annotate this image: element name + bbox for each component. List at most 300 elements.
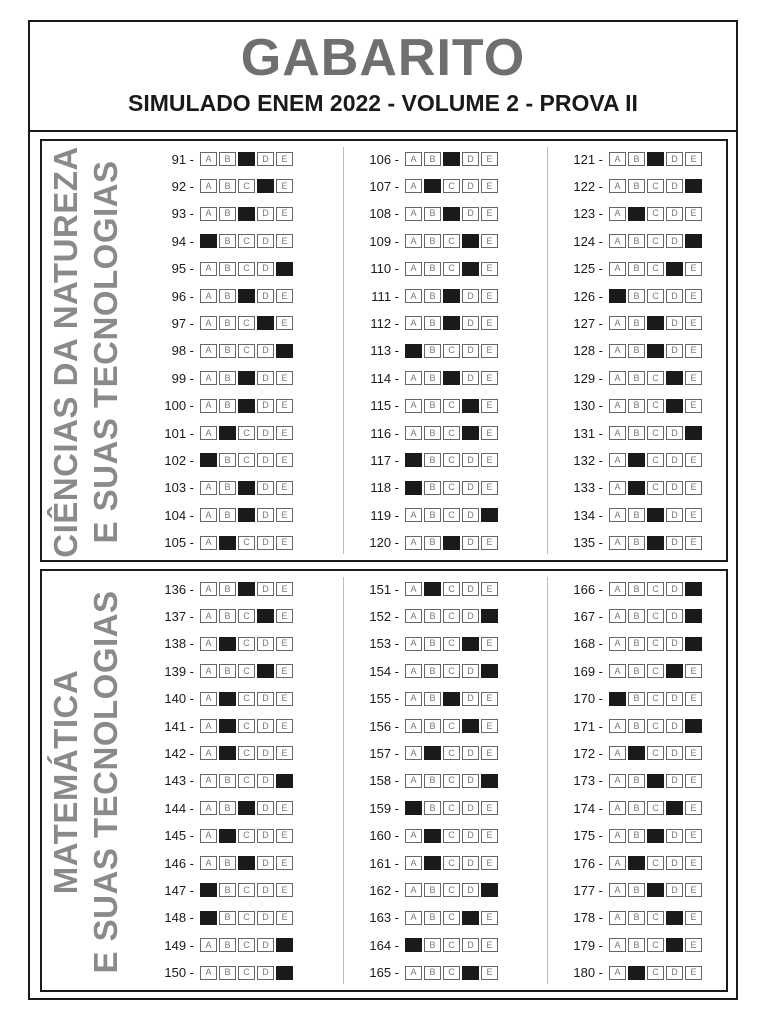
section-matematica xyxy=(40,569,728,992)
answer-bubble-filled xyxy=(405,344,422,358)
question-row xyxy=(561,771,704,791)
answer-bubble: E xyxy=(481,207,498,221)
question-number: 93 - xyxy=(171,206,194,222)
answer-bubble: D xyxy=(666,344,683,358)
question-row xyxy=(152,798,295,818)
answer-bubble: C xyxy=(647,938,664,952)
answer-bubble-filled xyxy=(238,152,255,166)
answer-bubble: D xyxy=(462,692,479,706)
question-number: 175 - xyxy=(573,828,603,844)
answer-bubble: B xyxy=(219,234,236,248)
answer-bubble: A xyxy=(200,536,217,550)
answer-bubble: A xyxy=(609,829,626,843)
answer-bubble: D xyxy=(257,152,274,166)
question-number: 173 - xyxy=(573,773,603,789)
answer-bubble: D xyxy=(666,883,683,897)
question-number: 180 - xyxy=(573,965,603,981)
answer-bubble: E xyxy=(276,692,293,706)
answer-bubble: E xyxy=(481,582,498,596)
answer-bubble: E xyxy=(481,856,498,870)
question-number: 136 - xyxy=(164,581,194,597)
answer-bubble: A xyxy=(405,829,422,843)
answer-bubble: E xyxy=(685,371,702,385)
answer-bubble-filled xyxy=(647,344,664,358)
question-number: 163 - xyxy=(369,910,399,926)
answer-bubble: A xyxy=(609,774,626,788)
answer-bubble: E xyxy=(276,883,293,897)
answer-bubble: A xyxy=(609,481,626,495)
answer-bubble: C xyxy=(443,719,460,733)
question-number: 100 - xyxy=(164,398,194,414)
question-row xyxy=(561,286,704,306)
answer-bubble: B xyxy=(628,426,645,440)
question-number: 101 - xyxy=(164,425,194,441)
answer-bubble: C xyxy=(647,966,664,980)
answer-bubble: E xyxy=(685,316,702,330)
question-row xyxy=(357,204,500,224)
answer-bubble: D xyxy=(462,883,479,897)
answer-bubble: A xyxy=(405,371,422,385)
question-number: 157 - xyxy=(369,745,399,761)
answer-bubble: D xyxy=(462,508,479,522)
answer-bubble: B xyxy=(424,426,441,440)
answer-bubble: E xyxy=(276,371,293,385)
answer-bubble: E xyxy=(276,801,293,815)
answer-bubble: B xyxy=(628,637,645,651)
answer-bubble: A xyxy=(609,719,626,733)
answer-bubble: A xyxy=(200,609,217,623)
answer-bubble: A xyxy=(200,829,217,843)
answer-bubble: C xyxy=(647,289,664,303)
answer-bubble-filled xyxy=(443,316,460,330)
answer-bubble: B xyxy=(219,262,236,276)
question-row xyxy=(357,313,500,333)
answer-bubble: C xyxy=(443,829,460,843)
question-row xyxy=(561,935,704,955)
answer-bubble-filled xyxy=(481,609,498,623)
answer-bubble: A xyxy=(609,801,626,815)
answer-bubble: A xyxy=(405,508,422,522)
question-number: 131 - xyxy=(573,425,603,441)
answer-bubble: D xyxy=(257,746,274,760)
section-label xyxy=(44,146,128,558)
answer-bubble: E xyxy=(685,856,702,870)
answer-bubble: A xyxy=(200,637,217,651)
answer-bubble-filled xyxy=(276,774,293,788)
answer-bubble: A xyxy=(405,289,422,303)
answer-bubble: C xyxy=(647,207,664,221)
question-number: 164 - xyxy=(369,937,399,953)
question-number: 115 - xyxy=(370,398,399,414)
answer-bubble: A xyxy=(609,371,626,385)
answer-bubble: B xyxy=(424,481,441,495)
question-number: 161 - xyxy=(369,855,399,871)
answer-bubble: A xyxy=(200,481,217,495)
answer-bubble: C xyxy=(238,316,255,330)
question-number: 108 - xyxy=(369,206,399,222)
answer-bubble: C xyxy=(443,801,460,815)
answer-bubble: D xyxy=(462,207,479,221)
question-number: 135 - xyxy=(573,535,603,551)
question-number: 159 - xyxy=(369,800,399,816)
answer-bubble: B xyxy=(424,966,441,980)
answer-bubble: A xyxy=(609,856,626,870)
answer-bubble-filled xyxy=(443,536,460,550)
question-number: 145 - xyxy=(164,828,194,844)
answer-bubble: E xyxy=(685,344,702,358)
answer-bubble: E xyxy=(481,536,498,550)
answer-bubble-filled xyxy=(481,664,498,678)
question-row xyxy=(152,450,295,470)
answer-bubble: D xyxy=(257,453,274,467)
answer-bubble: C xyxy=(443,938,460,952)
question-row xyxy=(152,935,295,955)
question-number: 104 - xyxy=(164,507,194,523)
answer-bubble: C xyxy=(647,481,664,495)
answer-bubble: E xyxy=(685,664,702,678)
answer-bubble: E xyxy=(481,371,498,385)
question-number: 144 - xyxy=(164,800,194,816)
answer-bubble: A xyxy=(609,609,626,623)
answer-bubble: B xyxy=(424,453,441,467)
answer-bubble: E xyxy=(481,234,498,248)
question-row xyxy=(357,533,500,553)
question-number: 91 - xyxy=(171,151,194,167)
answer-bubble: C xyxy=(443,262,460,276)
answer-bubble: E xyxy=(276,536,293,550)
answer-bubble-filled xyxy=(276,966,293,980)
answer-bubble-filled xyxy=(647,883,664,897)
answer-bubble: E xyxy=(276,911,293,925)
question-number: 138 - xyxy=(164,636,194,652)
answer-bubble: D xyxy=(462,664,479,678)
answer-bubble: B xyxy=(628,399,645,413)
answer-bubble: C xyxy=(647,856,664,870)
answer-bubble: A xyxy=(405,179,422,193)
answer-bubble: D xyxy=(462,746,479,760)
question-row xyxy=(561,368,704,388)
question-number: 132 - xyxy=(573,452,603,468)
question-number: 129 - xyxy=(573,370,603,386)
column-divider xyxy=(343,147,344,554)
answer-bubble: C xyxy=(647,637,664,651)
answer-bubble: D xyxy=(666,152,683,166)
answer-bubble: D xyxy=(257,856,274,870)
answer-bubble: A xyxy=(405,692,422,706)
question-row xyxy=(561,231,704,251)
question-number: 110 - xyxy=(370,261,399,277)
question-number: 178 - xyxy=(573,910,603,926)
answer-bubble: B xyxy=(219,883,236,897)
answer-bubble: A xyxy=(200,207,217,221)
question-row xyxy=(152,533,295,553)
question-row xyxy=(357,396,500,416)
answer-bubble: A xyxy=(200,966,217,980)
answer-bubble-filled xyxy=(481,883,498,897)
answer-bubble: E xyxy=(276,637,293,651)
answer-bubble: B xyxy=(219,289,236,303)
answer-bubble: D xyxy=(666,508,683,522)
question-row xyxy=(357,341,500,361)
question-number: 153 - xyxy=(369,636,399,652)
answer-bubble: D xyxy=(257,582,274,596)
answer-bubble-filled xyxy=(200,883,217,897)
answer-bubble-filled xyxy=(443,289,460,303)
question-number: 94 - xyxy=(171,233,194,249)
question-row xyxy=(152,908,295,928)
question-row xyxy=(357,286,500,306)
answer-bubble-filled xyxy=(609,692,626,706)
answer-bubble: C xyxy=(647,426,664,440)
answer-bubble: B xyxy=(628,152,645,166)
answer-bubble: D xyxy=(257,938,274,952)
answer-bubble-filled xyxy=(257,316,274,330)
answer-bubble-filled xyxy=(219,746,236,760)
answer-bubble: E xyxy=(685,481,702,495)
question-row xyxy=(152,634,295,654)
answer-bubble-filled xyxy=(481,508,498,522)
answer-bubble: B xyxy=(628,883,645,897)
answer-bubble: C xyxy=(647,746,664,760)
answer-bubble: C xyxy=(647,911,664,925)
answer-bubble-filled xyxy=(647,536,664,550)
answer-bubble: A xyxy=(609,911,626,925)
question-row xyxy=(561,579,704,599)
answer-bubble: B xyxy=(424,774,441,788)
answer-bubble: B xyxy=(424,262,441,276)
answer-bubble: E xyxy=(685,508,702,522)
question-number: 143 - xyxy=(164,773,194,789)
answer-bubble: A xyxy=(200,289,217,303)
question-number: 125 - xyxy=(573,261,603,277)
question-row xyxy=(357,634,500,654)
answer-bubble: C xyxy=(647,801,664,815)
answer-bubble-filled xyxy=(238,207,255,221)
answer-bubble: E xyxy=(276,582,293,596)
answer-bubble: D xyxy=(257,829,274,843)
answer-bubble: C xyxy=(443,856,460,870)
question-row xyxy=(561,853,704,873)
answer-bubble-filled xyxy=(238,289,255,303)
question-row xyxy=(561,204,704,224)
question-row xyxy=(357,505,500,525)
answer-bubble-filled xyxy=(276,938,293,952)
question-number: 162 - xyxy=(369,882,399,898)
answer-bubble-filled xyxy=(628,966,645,980)
answer-bubble: E xyxy=(685,536,702,550)
answer-bubble: B xyxy=(424,152,441,166)
answer-bubble: E xyxy=(685,801,702,815)
question-row xyxy=(152,689,295,709)
answer-bubble: A xyxy=(200,774,217,788)
answer-bubble-filled xyxy=(238,371,255,385)
answer-bubble: E xyxy=(276,426,293,440)
answer-bubble: B xyxy=(628,289,645,303)
question-row xyxy=(152,396,295,416)
answer-bubble-filled xyxy=(424,582,441,596)
answer-bubble-filled xyxy=(628,207,645,221)
question-number: 111 - xyxy=(371,288,399,304)
answer-bubble: B xyxy=(219,371,236,385)
answer-bubble: E xyxy=(276,508,293,522)
answer-bubble: C xyxy=(647,664,664,678)
question-number: 141 - xyxy=(164,718,194,734)
answer-bubble: D xyxy=(666,536,683,550)
answer-bubble: A xyxy=(405,637,422,651)
answer-bubble: D xyxy=(462,536,479,550)
answer-bubble: D xyxy=(666,453,683,467)
answer-bubble-filled xyxy=(647,152,664,166)
answer-bubble: A xyxy=(609,316,626,330)
answer-bubble: C xyxy=(238,692,255,706)
answer-bubble: E xyxy=(276,234,293,248)
question-row xyxy=(561,259,704,279)
question-number: 142 - xyxy=(164,745,194,761)
answer-bubble: C xyxy=(238,344,255,358)
question-row xyxy=(152,505,295,525)
answer-bubble: C xyxy=(443,883,460,897)
answer-bubble: A xyxy=(609,262,626,276)
answer-bubble: C xyxy=(647,453,664,467)
page-title: GABARITO xyxy=(240,29,526,87)
answer-bubble: C xyxy=(238,637,255,651)
answer-bubble: C xyxy=(238,664,255,678)
question-number: 96 - xyxy=(171,288,194,304)
answer-bubble: E xyxy=(276,481,293,495)
answer-bubble-filled xyxy=(462,399,479,413)
answer-bubble-filled xyxy=(238,582,255,596)
answer-bubble-filled xyxy=(424,746,441,760)
answer-bubble: B xyxy=(219,911,236,925)
answer-bubble-filled xyxy=(481,774,498,788)
answer-bubble: B xyxy=(219,481,236,495)
answer-bubble: D xyxy=(666,426,683,440)
answer-bubble: D xyxy=(257,426,274,440)
answer-bubble: B xyxy=(628,316,645,330)
answer-bubble: C xyxy=(443,508,460,522)
answer-bubble: A xyxy=(405,316,422,330)
question-row xyxy=(357,716,500,736)
answer-bubble: C xyxy=(238,746,255,760)
answer-bubble-filled xyxy=(219,536,236,550)
answer-bubble-filled xyxy=(238,801,255,815)
question-row xyxy=(152,368,295,388)
answer-bubble: D xyxy=(666,234,683,248)
answer-bubble: D xyxy=(666,582,683,596)
question-row xyxy=(152,716,295,736)
answer-bubble: A xyxy=(200,801,217,815)
question-number: 124 - xyxy=(573,233,603,249)
answer-bubble: E xyxy=(685,938,702,952)
answer-bubble: D xyxy=(257,637,274,651)
answer-bubble: D xyxy=(257,234,274,248)
answer-bubble: D xyxy=(257,399,274,413)
question-row xyxy=(152,259,295,279)
answer-bubble-filled xyxy=(219,829,236,843)
answer-bubble: D xyxy=(257,774,274,788)
answer-bubble: C xyxy=(238,911,255,925)
question-row xyxy=(357,963,500,983)
question-row xyxy=(357,661,500,681)
answer-bubble: A xyxy=(405,152,422,166)
answer-bubble: A xyxy=(200,746,217,760)
answer-bubble: D xyxy=(666,719,683,733)
question-row xyxy=(357,935,500,955)
answer-bubble: B xyxy=(628,582,645,596)
answer-bubble: B xyxy=(219,801,236,815)
question-row xyxy=(152,826,295,846)
answer-bubble: A xyxy=(200,344,217,358)
answer-bubble: B xyxy=(219,664,236,678)
question-number: 158 - xyxy=(369,773,399,789)
answer-bubble: B xyxy=(424,637,441,651)
question-row xyxy=(561,963,704,983)
answer-bubble: A xyxy=(609,664,626,678)
answer-bubble: B xyxy=(219,179,236,193)
answer-bubble: C xyxy=(238,179,255,193)
answer-bubble-filled xyxy=(685,582,702,596)
answer-bubble-filled xyxy=(200,234,217,248)
answer-bubble: E xyxy=(685,746,702,760)
answer-bubble-filled xyxy=(685,426,702,440)
question-row xyxy=(561,478,704,498)
question-row xyxy=(561,396,704,416)
answer-bubble: A xyxy=(405,582,422,596)
answer-bubble: E xyxy=(685,453,702,467)
answer-bubble-filled xyxy=(462,637,479,651)
question-number: 121 - xyxy=(573,151,603,167)
answer-bubble: B xyxy=(219,938,236,952)
answer-bubble-filled xyxy=(219,426,236,440)
header xyxy=(30,22,736,132)
answer-bubble: E xyxy=(481,829,498,843)
answer-bubble-filled xyxy=(238,399,255,413)
answer-bubble: C xyxy=(647,609,664,623)
answer-bubble: B xyxy=(424,344,441,358)
answer-bubble: B xyxy=(424,508,441,522)
answer-bubble: A xyxy=(609,207,626,221)
answer-bubble: A xyxy=(405,774,422,788)
question-number: 126 - xyxy=(573,288,603,304)
answer-bubble: D xyxy=(666,207,683,221)
section-label xyxy=(44,590,128,974)
answer-bubble: E xyxy=(685,289,702,303)
question-row xyxy=(357,743,500,763)
answer-bubble: D xyxy=(257,481,274,495)
question-number: 130 - xyxy=(573,398,603,414)
answer-bubble: A xyxy=(200,371,217,385)
question-number: 119 - xyxy=(370,507,399,523)
answer-bubble-filled xyxy=(647,774,664,788)
answer-bubble: B xyxy=(628,801,645,815)
answer-bubble: D xyxy=(666,481,683,495)
answer-bubble: C xyxy=(238,536,255,550)
answer-bubble: B xyxy=(424,801,441,815)
answer-bubble: E xyxy=(481,938,498,952)
answer-bubble: A xyxy=(405,234,422,248)
question-row xyxy=(152,176,295,196)
answer-bubble: C xyxy=(443,426,460,440)
answer-bubble: D xyxy=(462,152,479,166)
answer-bubble: D xyxy=(462,856,479,870)
answer-bubble: D xyxy=(666,856,683,870)
answer-bubble-filled xyxy=(685,234,702,248)
answer-bubble: C xyxy=(238,883,255,897)
answer-bubble: D xyxy=(462,481,479,495)
question-row xyxy=(152,149,295,169)
answer-bubble-filled xyxy=(609,289,626,303)
answer-bubble: A xyxy=(405,262,422,276)
